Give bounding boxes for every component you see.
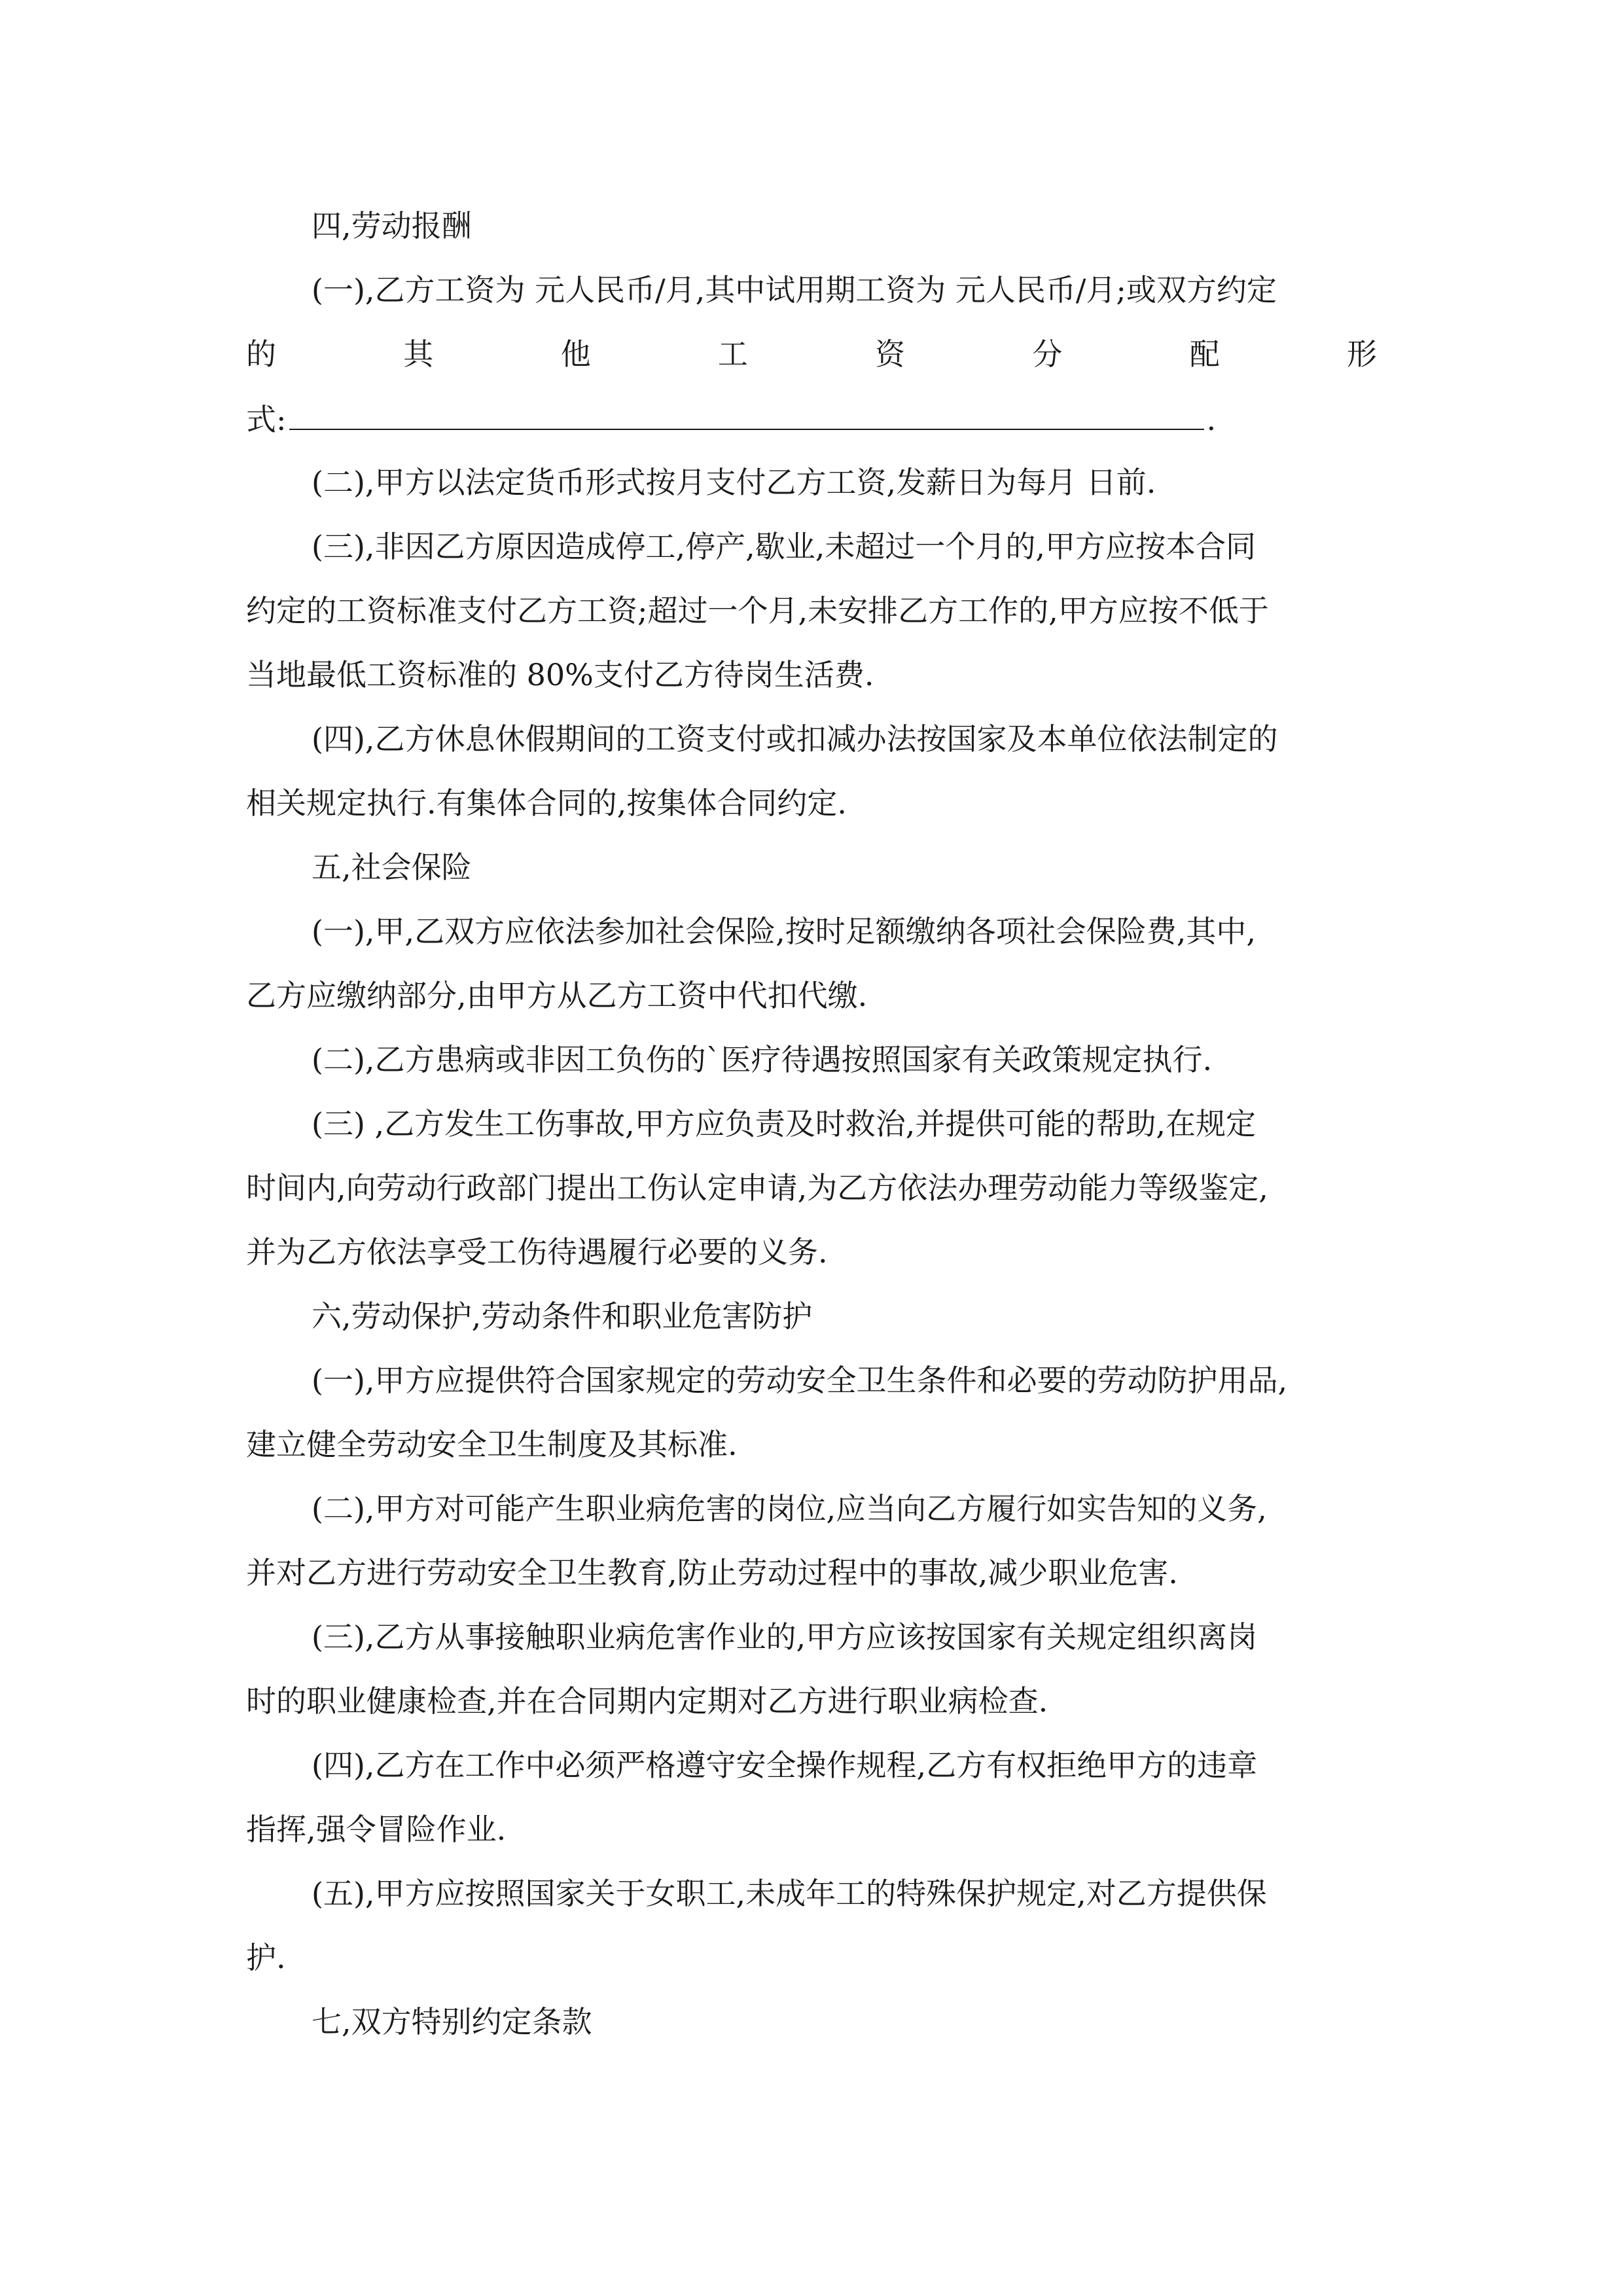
- paragraph-line: 约定的工资标准支付乙方工资;超过一个月,未安排乙方工作的,甲方应按不低于: [246, 593, 1269, 628]
- spread-char: 配: [1189, 336, 1220, 372]
- paragraph-line: (二),甲方以法定货币形式按月支付乙方工资,发薪日为每月 日前.: [312, 465, 1156, 500]
- paragraph-line: (三),乙方从事接触职业病危害作业的,甲方应该按国家有关规定组织离岗: [312, 1619, 1258, 1655]
- paragraph-line: 并对乙方进行劳动安全卫生教育,防止劳动过程中的事故,减少职业危害.: [246, 1555, 1178, 1590]
- spread-char: 他: [560, 336, 591, 372]
- paragraph-line: (一),甲方应提供符合国家规定的劳动安全卫生条件和必要的劳动防护用品,: [312, 1363, 1288, 1398]
- spread-char: 资: [875, 336, 906, 372]
- paragraph-line: (三) ,乙方发生工伤事故,甲方应负责及时救治,并提供可能的帮助,在规定: [312, 1106, 1257, 1141]
- paragraph-line: 指挥,强令冒险作业.: [246, 1812, 507, 1847]
- section-heading-6: 六,劳动保护,劳动条件和职业危害防护: [312, 1299, 813, 1334]
- paragraph-line: 并为乙方依法享受工伤待遇履行必要的义务.: [246, 1234, 828, 1270]
- spread-char: 其: [403, 336, 434, 372]
- paragraph-line: 乙方应缴纳部分,由甲方从乙方工资中代扣代缴.: [246, 978, 868, 1013]
- paragraph-line: (三),非因乙方原因造成停工,停产,歇业,未超过一个月的,甲方应按本合同: [312, 529, 1257, 564]
- paragraph-line: 护.: [246, 1940, 286, 1975]
- paragraph-line: (四),乙方在工作中必须严格遵守安全操作规程,乙方有权拒绝甲方的违章: [312, 1748, 1258, 1783]
- spread-text-line: [246, 334, 1377, 374]
- fill-in-suffix: .: [1206, 402, 1217, 437]
- spread-char: 工: [717, 336, 748, 372]
- fill-in-blank: [289, 399, 1204, 430]
- spread-char: 形: [1346, 336, 1377, 372]
- fill-in-prefix: 式:: [246, 402, 287, 437]
- section-heading-7: 七,双方特别约定条款: [312, 2004, 592, 2039]
- paragraph-line: (二),乙方患病或非因工负伤的`医疗待遇按照国家有关政策规定执行.: [312, 1042, 1213, 1077]
- paragraph-line: (五),甲方应按照国家关于女职工,未成年工的特殊保护规定,对乙方提供保: [312, 1876, 1267, 1911]
- paragraph-line: (一),甲,乙双方应依法参加社会保险,按时足额缴纳各项社会保险费,其中,: [312, 914, 1257, 949]
- paragraph-line: (二),甲方对可能产生职业病危害的岗位,应当向乙方履行如实告知的义务,: [312, 1491, 1267, 1526]
- spread-char: 分: [1032, 336, 1063, 372]
- section-heading-5: 五,社会保险: [312, 850, 472, 885]
- paragraph-line: 当地最低工资标准的 80%支付乙方待岗生活费.: [246, 657, 874, 692]
- paragraph-line: 时的职业健康检查,并在合同期内定期对乙方进行职业病检查.: [246, 1683, 1048, 1719]
- paragraph-line: 时间内,向劳动行政部门提出工伤认定申请,为乙方依法办理劳动能力等级鉴定,: [246, 1170, 1268, 1206]
- paragraph-line: 建立健全劳动安全卫生制度及其标准.: [246, 1427, 738, 1462]
- paragraph-line: (四),乙方休息休假期间的工资支付或扣减办法按国家及本单位依法制定的: [312, 721, 1278, 757]
- paragraph-line: (一),乙方工资为 元人民币/月,其中试用期工资为 元人民币/月;或双方约定: [312, 272, 1277, 308]
- spread-char: 的: [246, 336, 276, 372]
- fill-in-line: [246, 399, 1377, 438]
- section-heading-4: 四,劳动报酬: [312, 208, 472, 243]
- paragraph-line: 相关规定执行.有集体合同的,按集体合同约定.: [246, 785, 847, 821]
